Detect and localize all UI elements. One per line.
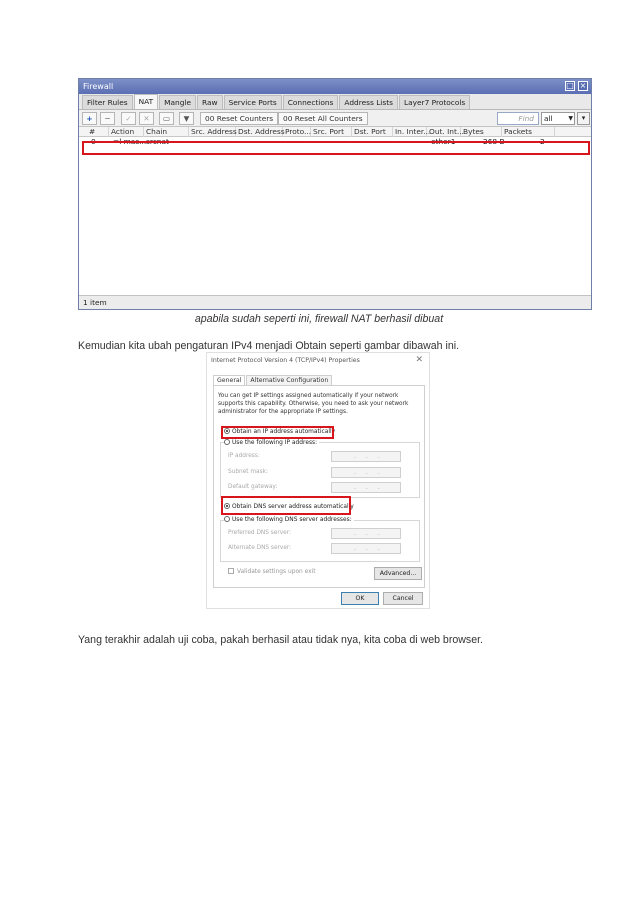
ip-address-label: IP address: [228, 453, 260, 459]
radio-empty-icon [224, 516, 230, 522]
close-icon[interactable]: ✕ [415, 355, 423, 365]
chevron-down-icon: ▼ [568, 115, 573, 122]
tab-filter-rules[interactable]: Filter Rules [82, 95, 133, 109]
dns-group [220, 520, 420, 562]
obtain-dns-highlight [221, 496, 351, 515]
filter-select[interactable] [541, 112, 575, 125]
default-gateway-field[interactable]: ... [331, 482, 401, 493]
col-packets[interactable]: Packets [502, 127, 555, 137]
status-bar: 1 item [79, 295, 591, 309]
col-out-interface[interactable]: Out. Int... [429, 127, 464, 136]
paragraph-test: Yang terakhir adalah uji coba, pakah berhasil atau tidak nya, kita coba di web browser. [78, 634, 483, 646]
ipv4-properties-dialog [206, 352, 430, 609]
subnet-mask-field[interactable]: ... [331, 467, 401, 478]
checkbox-icon [228, 568, 234, 574]
firewall-title: Firewall [83, 82, 114, 91]
figure-caption: apabila sudah seperti ini, firewall NAT berhasil dibuat [194, 313, 444, 325]
obtain-ip-label: Obtain an IP address automatically [232, 429, 336, 435]
tab-raw[interactable]: Raw [197, 95, 223, 109]
dialog-title: Internet Protocol Version 4 (TCP/IPv4) Properties [211, 357, 360, 364]
ok-button[interactable]: OK [341, 592, 379, 605]
radio-empty-icon [224, 439, 230, 445]
col-in-interface[interactable]: In. Inter... [395, 127, 431, 136]
close-icon[interactable]: × [579, 81, 587, 90]
firewall-window [78, 78, 592, 310]
remove-icon[interactable]: − [100, 112, 115, 125]
filter-select-value: all [544, 114, 553, 123]
alternate-dns-label: Alternate DNS server: [228, 545, 292, 551]
general-panel [213, 385, 425, 588]
tab-general[interactable]: General [213, 375, 245, 385]
cancel-button[interactable]: Cancel [383, 592, 423, 605]
firewall-toolbar [79, 110, 591, 127]
dialog-description: You can get IP settings assigned automatically if your network supports this capability. Otherwise, you need to ask your network administrator for the appropriate IP settings. [218, 393, 409, 415]
validate-checkbox[interactable] [228, 568, 316, 577]
nat-rule-highlight [82, 141, 590, 155]
firewall-titlebar [79, 79, 591, 94]
firewall-tabs [79, 94, 591, 110]
reset-counters-button[interactable]: 00 Reset Counters [200, 112, 278, 125]
tab-mangle[interactable]: Mangle [159, 95, 196, 109]
col-dst-address[interactable]: Dst. Address [238, 127, 285, 136]
obtain-ip-highlight [221, 426, 334, 439]
col-action[interactable]: Action [109, 127, 144, 137]
col-src-address[interactable]: Src. Address [191, 127, 237, 136]
advanced-button[interactable]: Advanced... [374, 567, 422, 580]
row-chain: srcnat [146, 137, 169, 146]
find-input[interactable]: Find [497, 112, 539, 125]
use-ip-label: Use the following IP address: [232, 440, 318, 446]
table-header [79, 127, 591, 137]
preferred-dns-label: Preferred DNS server: [228, 530, 291, 536]
use-dns-label: Use the following DNS server addresses: [232, 517, 352, 523]
reset-all-counters-button[interactable]: 00 Reset All Counters [278, 112, 368, 125]
disable-icon[interactable]: ✕ [139, 112, 154, 125]
row-bytes: 268 B [483, 137, 505, 146]
row-number: 0 [91, 137, 96, 146]
maximize-icon[interactable]: □ [566, 81, 574, 90]
ip-address-field[interactable]: ... [331, 451, 401, 462]
col-src-port[interactable]: Src. Port [311, 127, 352, 137]
row-packets: 2 [540, 137, 545, 146]
enable-icon[interactable]: ✓ [121, 112, 136, 125]
dialog-tabs [213, 373, 333, 385]
tab-connections[interactable]: Connections [283, 95, 339, 109]
tab-alternative-configuration[interactable]: Alternative Configuration [246, 375, 332, 385]
use-dns-radio[interactable] [224, 516, 354, 525]
filter-icon[interactable]: ▼ [179, 112, 194, 125]
col-number[interactable]: # [79, 127, 109, 137]
col-dst-port[interactable]: Dst. Port [352, 127, 393, 137]
validate-label: Validate settings upon exit [237, 569, 316, 575]
alternate-dns-field[interactable]: ... [331, 543, 401, 554]
dialog-titlebar [207, 353, 429, 368]
subnet-mask-label: Subnet mask: [228, 469, 268, 475]
col-chain[interactable]: Chain [144, 127, 189, 137]
tab-layer7-protocols[interactable]: Layer7 Protocols [399, 95, 470, 109]
preferred-dns-field[interactable]: ... [331, 528, 401, 539]
row-out-interface: ether1 [431, 137, 456, 146]
tab-service-ports[interactable]: Service Ports [224, 95, 282, 109]
comment-icon[interactable]: ▭ [159, 112, 174, 125]
col-proto[interactable]: Proto... [285, 127, 312, 136]
paragraph-ipv4: Kemudian kita ubah pengaturan IPv4 menjadi Obtain seperti gambar dibawah ini. [78, 340, 460, 352]
obtain-dns-label: Obtain DNS server address automatically [232, 504, 354, 510]
row-action: =l mas... [113, 137, 147, 146]
tab-nat[interactable]: NAT [134, 94, 159, 109]
col-bytes[interactable]: Bytes [461, 127, 502, 137]
columns-dropdown-icon[interactable]: ▾ [577, 112, 590, 125]
tab-address-lists[interactable]: Address Lists [339, 95, 398, 109]
default-gateway-label: Default gateway: [228, 484, 278, 490]
use-ip-radio[interactable] [224, 439, 319, 448]
add-icon[interactable]: + [82, 112, 97, 125]
